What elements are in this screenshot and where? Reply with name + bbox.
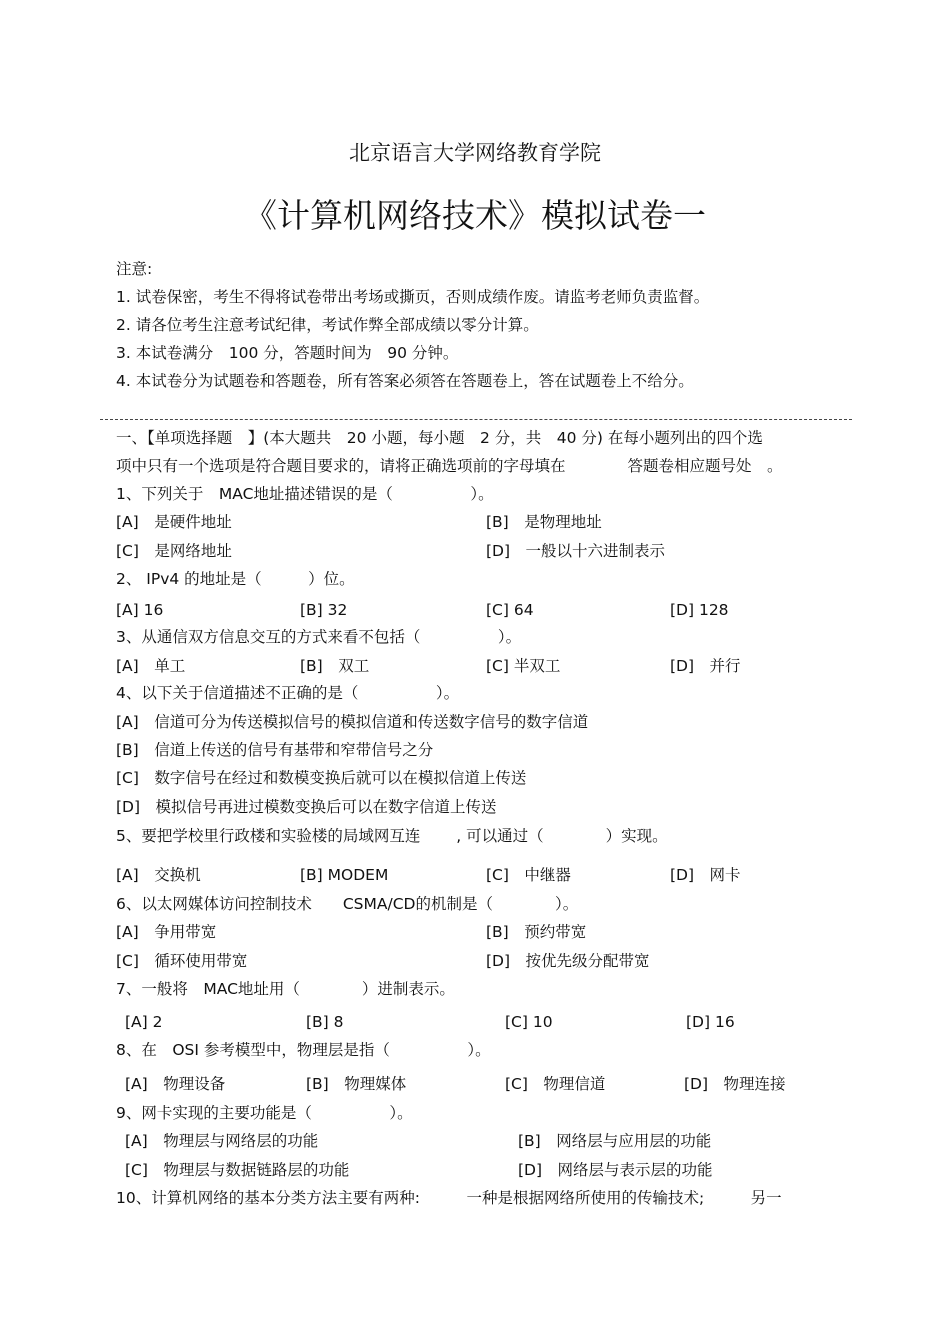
question-stem: 4、以下关于信道描述不正确的是（ ）。 [116,684,460,702]
option-d: [D] 128 [670,601,729,619]
option-a: [A] 物理层与网络层的功能 [125,1132,319,1150]
option-a: [A] 16 [116,601,164,619]
option-d: [D] 16 [686,1013,735,1031]
question-stem: 5、要把学校里行政楼和实验楼的局域网互连 , 可以通过（ ）实现。 [116,827,668,845]
option-d: [D] 一般以十六进制表示 [486,542,666,560]
notice-label: 注意: [116,260,153,278]
question-stem: 3、从通信双方信息交互的方式来看不包括（ ）。 [116,628,522,646]
section-instruction: 项中只有一个选项是符合题目要求的，请将正确选项前的字母填在 答题卷相应题号处 。 [116,457,783,475]
option-c: [C] 循环使用带宽 [116,952,248,970]
option-b: [B] 网络层与应用层的功能 [518,1132,712,1150]
option-b: [B] 预约带宽 [486,923,587,941]
option-d: [D] 并行 [670,657,741,675]
option-c: [C] 半双工 [486,657,561,675]
option-a: [A] 物理设备 [125,1075,226,1093]
option-b: [B] 信道上传送的信号有基带和窄带信号之分 [116,741,434,759]
option-a: [A] 是硬件地址 [116,513,232,531]
option-d: [D] 模拟信号再进过模数变换后可以在数字信道上传送 [116,798,497,816]
option-b: [B] 是物理地址 [486,513,602,531]
question-stem: 1、下列关于 MAC地址描述错误的是（ ）。 [116,485,494,503]
option-a: [A] 交换机 [116,866,201,884]
notice-item: 2. 请各位考生注意考试纪律，考试作弊全部成绩以零分计算。 [116,316,539,334]
question-stem: 9、网卡实现的主要功能是（ ）。 [116,1104,413,1122]
school-name: 北京语言大学网络教育学院 [349,141,601,165]
option-b: [B] 32 [300,601,348,619]
option-d: [D] 按优先级分配带宽 [486,952,650,970]
option-a: [A] 争用带宽 [116,923,217,941]
question-stem: 10、计算机网络的基本分类方法主要有两种: 一种是根据网络所使用的传输技术; 另一 [116,1189,782,1207]
option-c: [C] 10 [505,1013,553,1031]
exam-title: 《计算机网络技术》模拟试卷一 [244,196,706,235]
question-stem: 7、一般将 MAC地址用（ ）进制表示。 [116,980,455,998]
option-c: [C] 中继器 [486,866,571,884]
option-a: [A] 单工 [116,657,186,675]
notice-item: 4. 本试卷分为试题卷和答题卷，所有答案必须答在答题卷上，答在试题卷上不给分。 [116,372,694,390]
option-d: [D] 网卡 [670,866,741,884]
option-a: [A] 信道可分为传送模拟信号的模拟信道和传送数字信号的数字信道 [116,713,589,731]
option-d: [D] 物理连接 [684,1075,786,1093]
option-b: [B] 8 [306,1013,344,1031]
question-stem: 2、 IPv4 的地址是（ ）位。 [116,570,355,588]
option-b: [B] MODEM [300,866,389,884]
option-c: [C] 物理层与数据链路层的功能 [125,1161,350,1179]
option-c: [C] 是网络地址 [116,542,232,560]
notice-item: 3. 本试卷满分 100 分，答题时间为 90 分钟。 [116,344,459,362]
option-b: [B] 双工 [300,657,370,675]
question-stem: 8、在 OSI 参考模型中，物理层是指（ ）。 [116,1041,491,1059]
option-c: [C] 数字信号在经过和数模变换后就可以在模拟信道上传送 [116,769,527,787]
question-stem: 6、以太网媒体访问控制技术 CSMA/CD的机制是（ ）。 [116,895,579,913]
option-a: [A] 2 [125,1013,163,1031]
option-d: [D] 网络层与表示层的功能 [518,1161,713,1179]
section-heading: 一、【单项选择题 】(本大题共 20 小题，每小题 2 分，共 40 分) 在每小题列出的四个选 [116,429,763,447]
dashed-divider [100,419,852,420]
option-b: [B] 物理媒体 [306,1075,407,1093]
option-c: [C] 64 [486,601,534,619]
option-c: [C] 物理信道 [505,1075,606,1093]
notice-item: 1. 试卷保密，考生不得将试卷带出考场或撕页，否则成绩作废。请监考老师负责监督。 [116,288,710,306]
